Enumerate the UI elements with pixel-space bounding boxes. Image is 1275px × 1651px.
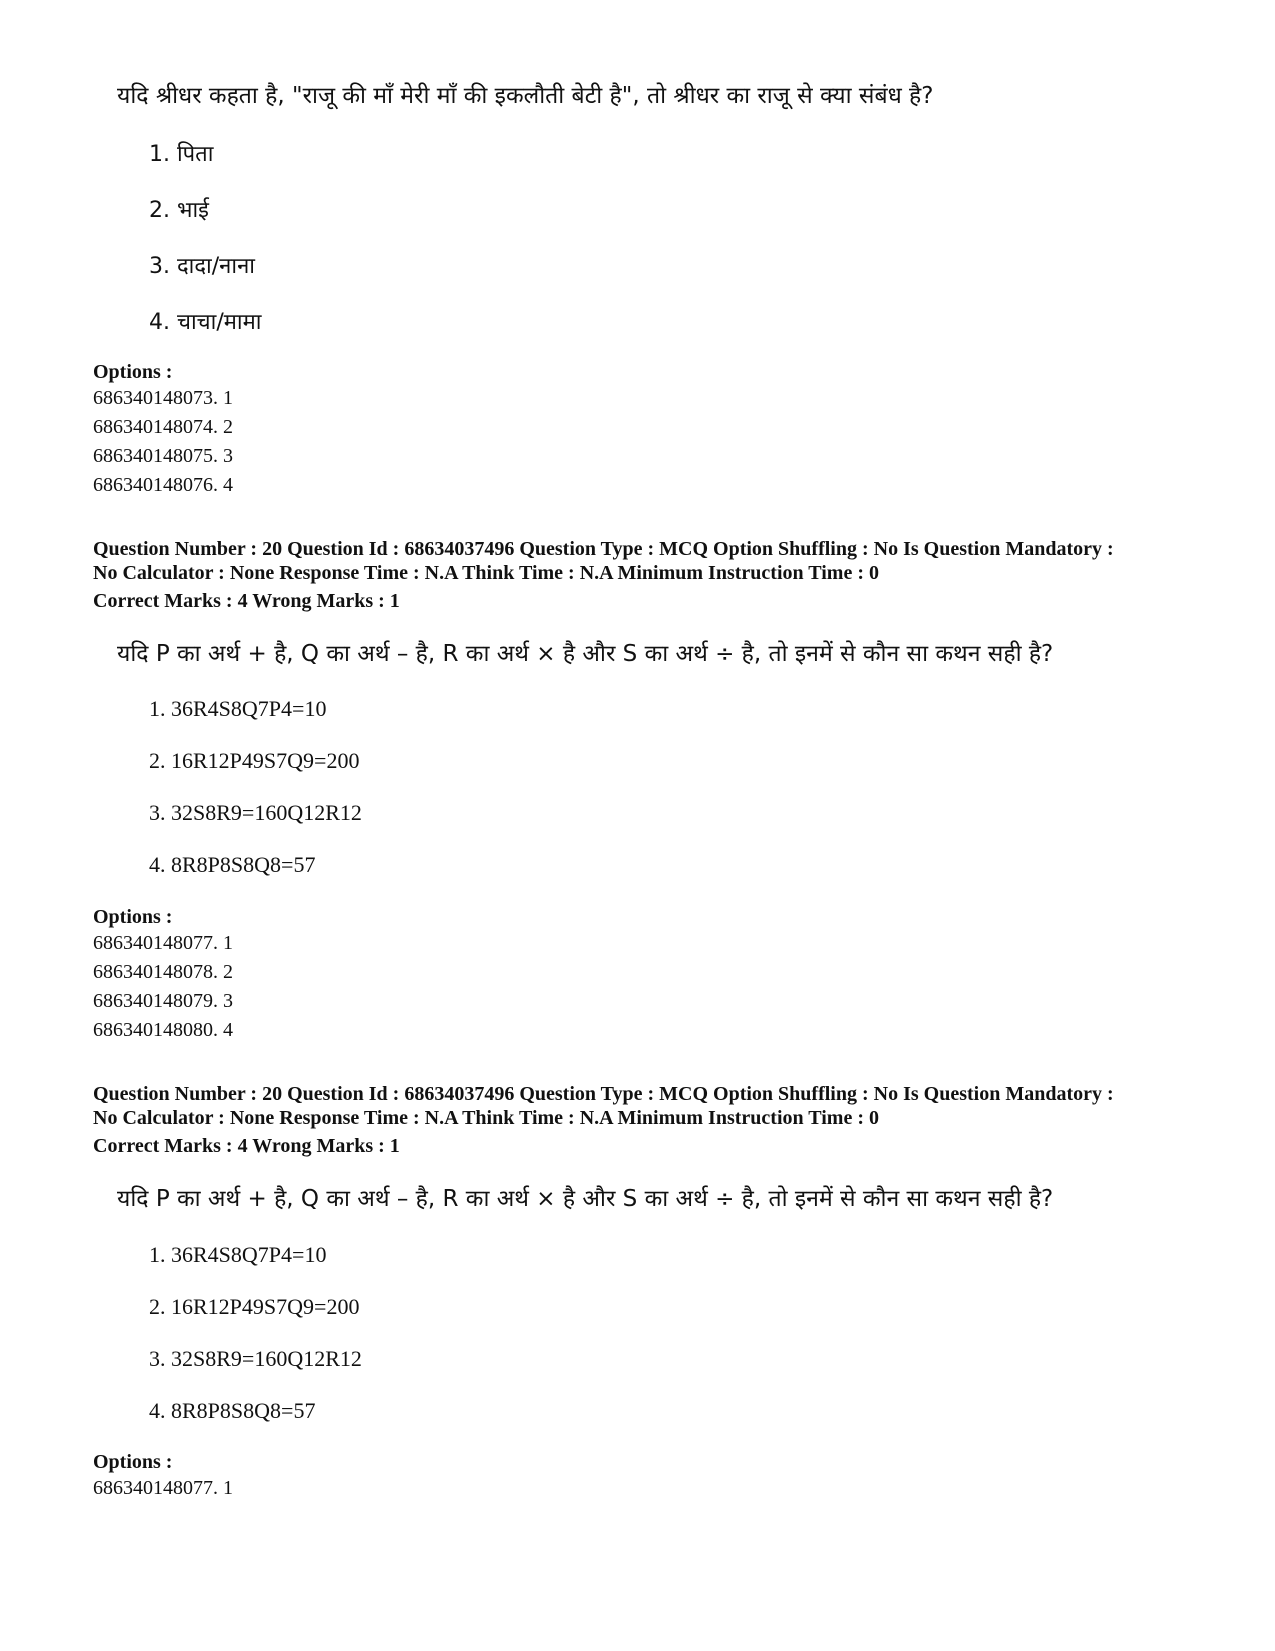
question-meta-line-1: Question Number : 20 Question Id : 68634037496 Question Type : MCQ Option Shuffling : No Is Question Mandatory : — [93, 538, 1114, 560]
question-text: यदि श्रीधर कहता है, "राजू की माँ मेरी माँ की इकलौती बेटी है", तो श्रीधर का राजू से क्या संबंध है? — [117, 83, 934, 109]
question-marks: Correct Marks : 4 Wrong Marks : 1 — [93, 1135, 400, 1157]
choice-4: 4. चाचा/मामा — [149, 310, 262, 335]
option-id-line: 686340148077. 1 — [93, 1477, 233, 1499]
option-id-line: 686340148076. 4 — [93, 474, 233, 496]
choice-4: 4. 8R8P8S8Q8=57 — [149, 1398, 316, 1423]
options-label: Options : — [93, 1451, 173, 1473]
question-marks: Correct Marks : 4 Wrong Marks : 1 — [93, 590, 400, 612]
option-id-line: 686340148077. 1 — [93, 932, 233, 954]
choice-2: 2. भाई — [149, 198, 209, 223]
options-label: Options : — [93, 906, 173, 928]
question-20b-block — [93, 1185, 1213, 1215]
choice-2: 2. 16R12P49S7Q9=200 — [149, 1294, 360, 1319]
option-id-line: 686340148079. 3 — [93, 990, 233, 1012]
choice-3: 3. 32S8R9=160Q12R12 — [149, 800, 362, 825]
choice-1: 1. 36R4S8Q7P4=10 — [149, 1242, 327, 1267]
choice-3: 3. 32S8R9=160Q12R12 — [149, 1346, 362, 1371]
question-20b-options — [93, 1451, 1213, 1503]
question-20a-meta — [93, 537, 1213, 613]
option-id-line: 686340148074. 2 — [93, 416, 233, 438]
question-text: यदि P का अर्थ + है, Q का अर्थ – है, R का अर्थ × है और S का अर्थ ÷ है, तो इनमें से कौन सा कथन सही है? — [117, 641, 1054, 667]
options-label: Options : — [93, 361, 173, 383]
question-20a-options — [93, 906, 1213, 1045]
option-id-line: 686340148073. 1 — [93, 387, 233, 409]
choice-4: 4. 8R8P8S8Q8=57 — [149, 852, 316, 877]
question-20b-meta — [93, 1082, 1213, 1158]
option-id-line: 686340148078. 2 — [93, 961, 233, 983]
question-19-block — [93, 82, 1213, 112]
question-meta-line-2: No Calculator : None Response Time : N.A Think Time : N.A Minimum Instruction Time : 0 — [93, 1107, 879, 1129]
question-meta-line-1: Question Number : 20 Question Id : 68634037496 Question Type : MCQ Option Shuffling : No Is Question Mandatory : — [93, 1083, 1114, 1105]
choice-2: 2. 16R12P49S7Q9=200 — [149, 748, 360, 773]
question-text: यदि P का अर्थ + है, Q का अर्थ – है, R का अर्थ × है और S का अर्थ ÷ है, तो इनमें से कौन सा कथन सही है? — [117, 1186, 1054, 1212]
question-19-options — [93, 361, 1213, 500]
option-id-line: 686340148080. 4 — [93, 1019, 233, 1041]
question-20a-block — [93, 640, 1213, 670]
choice-1: 1. 36R4S8Q7P4=10 — [149, 696, 327, 721]
question-meta-line-2: No Calculator : None Response Time : N.A Think Time : N.A Minimum Instruction Time : 0 — [93, 562, 879, 584]
choice-1: 1. पिता — [149, 142, 214, 167]
choice-3: 3. दादा/नाना — [149, 254, 255, 279]
option-id-line: 686340148075. 3 — [93, 445, 233, 467]
